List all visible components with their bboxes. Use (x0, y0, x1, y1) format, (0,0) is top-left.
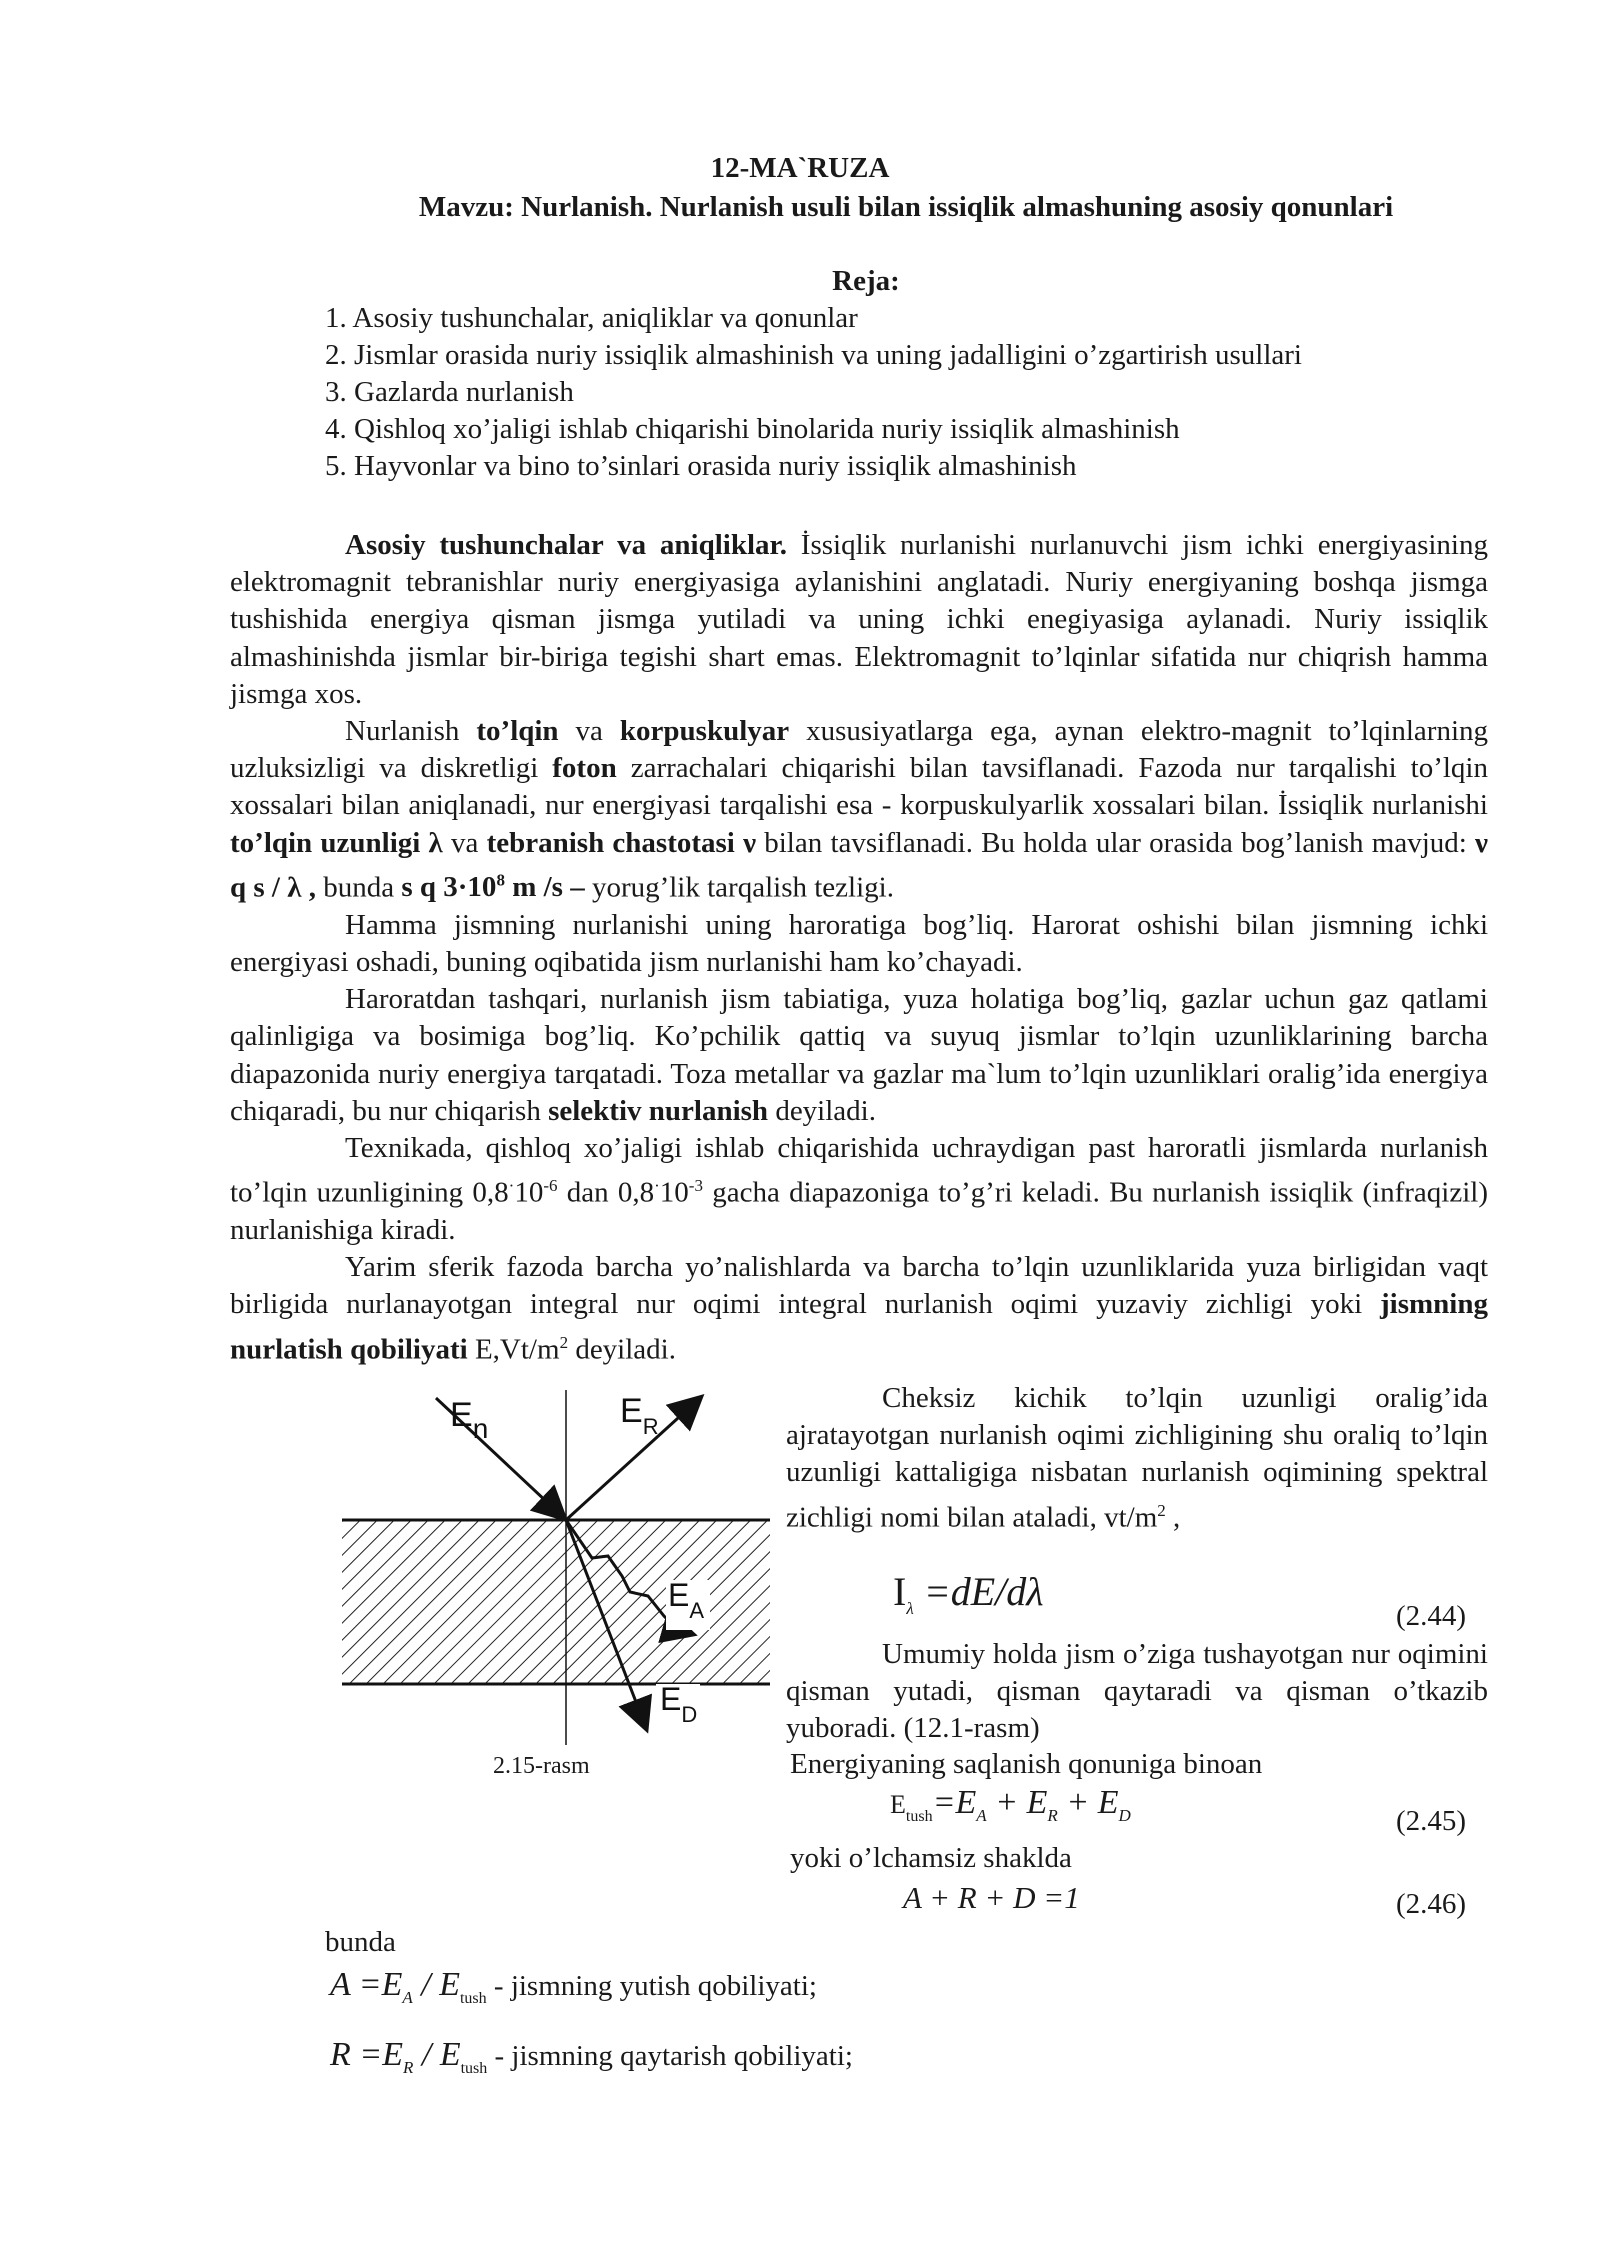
radiation-figure (330, 1380, 780, 1750)
reflectivity-definition: $R =E_R / E_{tush}$ - jismning qaytarish qobiliyati; (330, 2036, 853, 2077)
lecture-topic: Mavzu: Nurlanish. Nurlanish usuli bilan issiqlik almashuning asosiy qonunlari (418, 191, 1394, 223)
equation-2-46: A + R + D =1 (903, 1880, 1080, 1915)
incident-ray-label: $E_n$ (450, 1396, 489, 1444)
bunda-label: bunda (325, 1926, 396, 1958)
paragraph-wave-particle: Nurlanish to’lqin va korpuskulyar xususiyatlarga ega, aynan elektro-magnit to’lqinlarning uzluksizligi va diskretligi foton zarrachalari chiqarishi bilan tavsiflanadi. Fazoda nur tarqalishi to’lqin xossalari bilan aniqlanadi, nur energiyasi tarqalishi esa - korpuskulyarlik xossalari bilan. İssiqlik nurlanishi to’lqin uzunligi λ va tebranish chastotasi ν bilan tavsiflanadi. Bu holda ular orasida bog’lanish mavjud: ν q s / λ , bunda s q $3\cdot 10^8$ m /s – yorug’lik tarqalish tezligi. (230, 715, 1489, 904)
plan-item: 3. Gazlarda nurlanish (325, 376, 574, 408)
transmitted-ray-label: $E_D$ (660, 1681, 698, 1727)
conservation-law-text: Energiyaning saqlanish qonuniga binoan (790, 1748, 1263, 1780)
plan-item: 4. Qishloq xo’jaligi ishlab chiqarishi binolarida nuriy issiqlik almashinish (325, 413, 1180, 445)
spectral-density-text: Cheksiz kichik to’lqin uzunligi oralig’ida ajratayotgan nurlanish oqimi zichligining shu oraliq to’lqin uzunligi kattaligiga nisbatan nurlanish oqimining spektral zichligi nomi bilan ataladi, $vt/m^2$ , (786, 1382, 1488, 1534)
body-text (230, 527, 1488, 1368)
plan-item: 2. Jismlar orasida nuriy issiqlik almashinish va uning jadalligini o’zgartirish usullari (325, 339, 1302, 371)
paragraph-basic-concepts: Asosiy tushunchalar va aniqliklar. İssiqlik nurlanishi nurlanuvchi jism ichki energiyasining elektromagnit tebranishlar nuriy energiyasiga aylanishini anglatadi. Nuriy energiyaning boshqa jismga tushishida energiya qisman jismga yutiladi va uning ichki enegiyasiga aylanadi. Nuriy issiqlik almashinishda jismlar bir-biriga tegishi shart emas. Elektromagnit to’lqinlar sifatida nur chiqrish hamma jismga xos. (230, 529, 1488, 710)
equation-2-44: $I_\lambda =dE/d\lambda$ (893, 1569, 1044, 1618)
plan-list (325, 300, 1302, 485)
energy-split-text: Umumiy holda jism o’ziga tushayotgan nur oqimini qisman yutadi, qisman qaytaradi va qisman o’tkazib yuboradi. (12.1-rasm) (786, 1638, 1488, 1745)
equation-number-2-45: (2.45) (1396, 1805, 1467, 1837)
absorbed-ray-label: $E_A$ (668, 1577, 705, 1623)
dimensionless-text: yoki o’lchamsiz shaklda (790, 1842, 1072, 1874)
equation-number-2-46: (2.46) (1396, 1888, 1467, 1920)
equation-2-45: $E_{tush}=E_A + E_R + E_D$ (890, 1784, 1131, 1825)
lecture-title: 12-MA`RUZA (710, 152, 890, 184)
plan-item: 1. Asosiy tushunchalar, aniqliklar va qonunlar (325, 302, 858, 334)
plan-item: 5. Hayvonlar va bino to’sinlari orasida nuriy issiqlik almashinish (325, 450, 1077, 482)
figure-caption: 2.15-rasm (493, 1753, 590, 1779)
reflected-ray-label: $E_R$ (620, 1392, 659, 1439)
plan-heading: Reja: (832, 265, 900, 297)
paragraph-temperature: Hamma jismning nurlanishi uning haroratiga bog’liq. Harorat oshishi bilan jismning ichki energiyasi oshadi, buning oqibatida jism nurlanishi ham ko’chayadi. (230, 908, 1488, 978)
absorptivity-definition: $A =E_A / E_{tush}$ - jismning yutish qobiliyati; (330, 1966, 817, 2007)
paragraph-selective: Haroratdan tashqari, nurlanish jism tabiatiga, yuza holatiga bog’liq, gazlar uchun gaz qatlami qalinligiga va bosimiga bog’liq. Ko’pchilik qattiq va suyuq jismlar to’lqin uzunliklarining barcha diapazonida nuriy energiya tarqatadi. Toza metallar va gazlar ma`lum to’lqin uzunliklari oralig’ida energiya chiqaradi, bu nur chiqarish selektiv nurlanish deyiladi. (230, 983, 1488, 1127)
paragraph-infrared: Texnikada, qishloq xo’jaligi ishlab chiqarishida uchraydigan past haroratli jismlarda nurlanish to’lqin uzunligining $0,8^\cdot 10^{-6}$ dan $0,8^\cdot 10^{-3}$ gacha diapazoniga to’g’ri keladi. Bu nurlanish issiqlik (infraqizil) nurlanishiga kiradi. (230, 1131, 1488, 1246)
equation-number-2-44: (2.44) (1396, 1600, 1467, 1632)
paragraph-emissivity: Yarim sferik fazoda barcha yo’nalishlarda va barcha to’lqin uzunliklarida yuza birligidan vaqt birligida nurlanayotgan integral nur oqimi integral nurlanish oqimi yuzaviy zichligi yoki jismning nurlatish qobiliyati $E,Vt/m^2$ deyiladi. (230, 1251, 1488, 1366)
